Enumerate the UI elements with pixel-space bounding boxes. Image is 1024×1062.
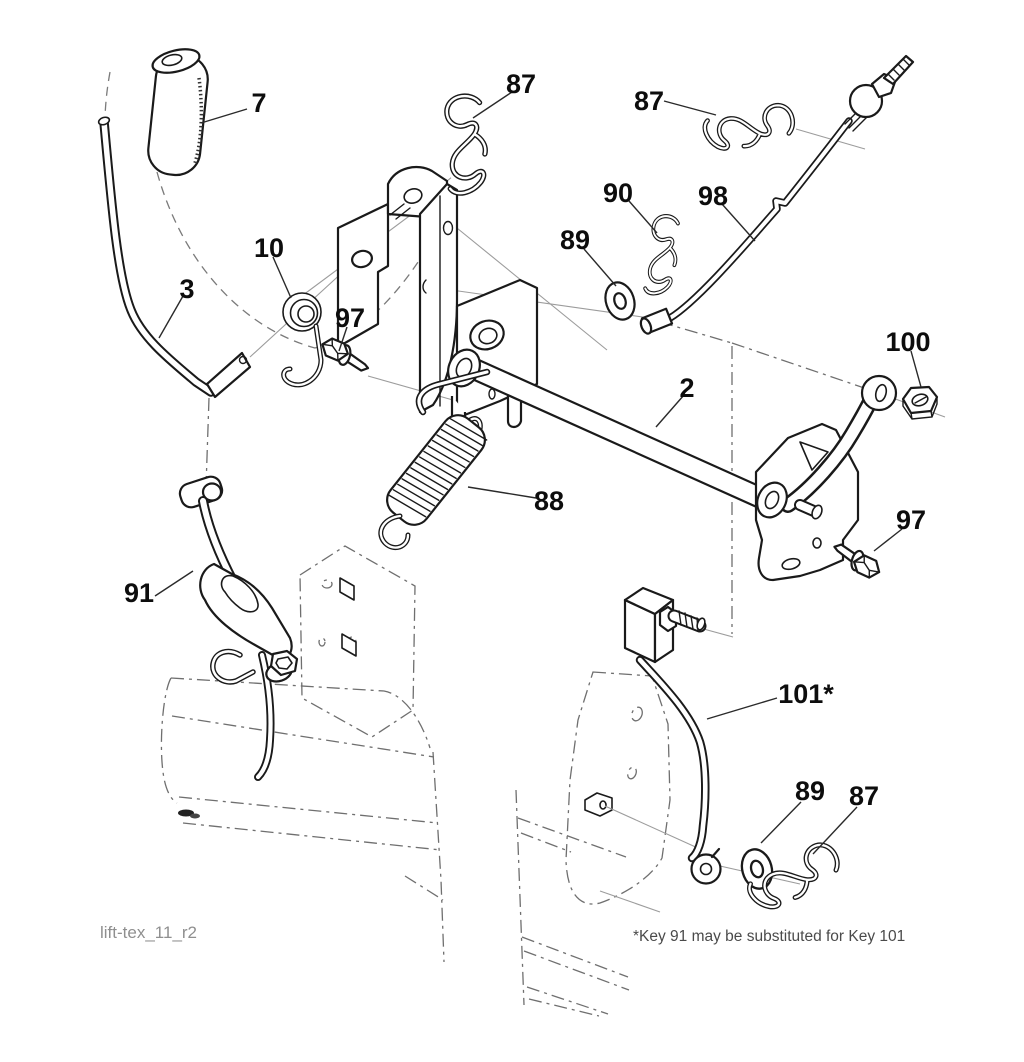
hole — [813, 538, 821, 548]
rod-ferrule — [639, 309, 672, 335]
callout-97-right: 97 — [895, 505, 927, 535]
callout-100: 100 — [885, 327, 931, 357]
lift-shaft-support-bracket — [338, 167, 537, 437]
trunnion-block — [625, 588, 706, 662]
callout-89-bottom: 89 — [794, 776, 826, 806]
deck-mount-block — [585, 793, 612, 816]
callout-87-top-middle: 87 — [505, 69, 537, 99]
chassis-bracket-left-phantom — [300, 546, 415, 737]
callout-97-left: 97 — [334, 303, 366, 333]
lift-rod — [639, 56, 913, 335]
chassis-bracket-right-phantom — [566, 672, 670, 904]
bow-tie-pin — [642, 214, 683, 296]
callout-91: 91 — [123, 578, 155, 608]
hairpin-cotter-top-middle — [447, 96, 486, 193]
extension-spring — [381, 409, 492, 548]
drawing-id: lift-tex_11_r2 — [100, 923, 198, 942]
callout-87-bottom: 87 — [848, 781, 880, 811]
callout-3: 3 — [179, 274, 195, 304]
callout-87-top-right: 87 — [633, 86, 665, 116]
callout-98: 98 — [697, 181, 729, 211]
bell-crank-bracket — [752, 376, 896, 580]
callout-89-top: 89 — [559, 225, 591, 255]
lever-grip — [146, 45, 210, 177]
lever-mount-tab — [207, 353, 250, 397]
lifter-lever-assembly — [177, 474, 297, 777]
lift-shaft — [461, 352, 770, 513]
washer-top — [601, 279, 639, 324]
mower-deck-phantom — [161, 678, 444, 962]
callout-101: 101* — [778, 679, 834, 709]
washer-bottom — [738, 846, 777, 892]
lift-rod-trunnion — [625, 588, 721, 884]
chassis-phantom-bottom-center — [516, 790, 629, 1016]
callout-7: 7 — [251, 88, 267, 118]
lever-pivot-bolt — [264, 651, 297, 685]
hairpin-cotter-top-right — [703, 103, 796, 153]
hex-nut — [903, 387, 937, 419]
rod-ball-joint — [845, 56, 913, 131]
substitution-footnote: *Key 91 may be substituted for Key 101 — [633, 928, 906, 945]
callout-2: 2 — [679, 373, 695, 403]
callout-88: 88 — [533, 486, 565, 516]
callout-90: 90 — [602, 178, 634, 208]
threaded-stud — [884, 56, 913, 84]
callout-10: 10 — [253, 233, 285, 263]
torsion-spring — [283, 293, 321, 385]
